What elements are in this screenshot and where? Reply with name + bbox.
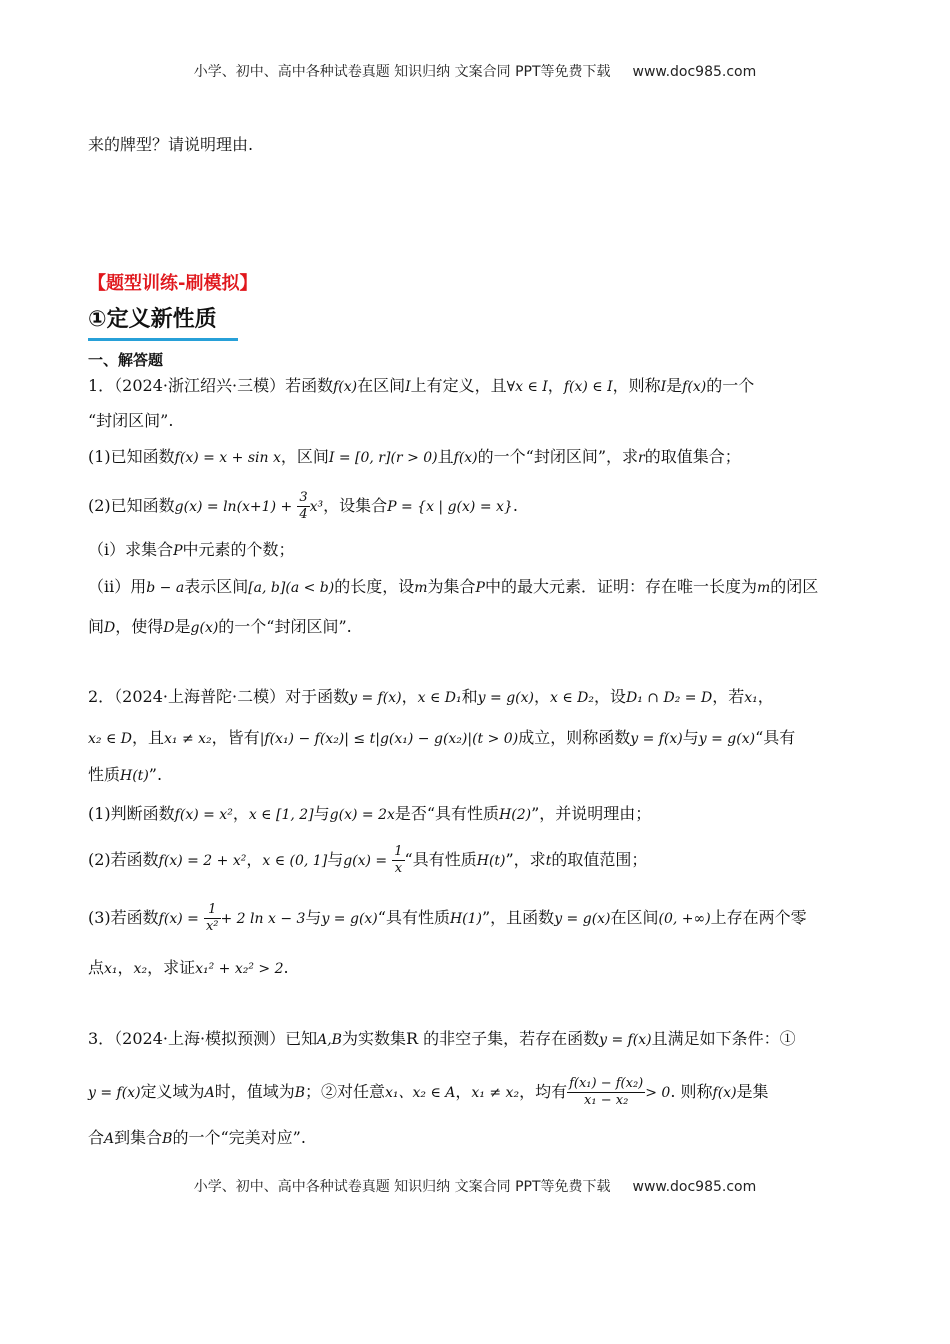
q1-part2: (2)已知函数g(x) = ln(x+1) + $\frac{3}{4}$ x³，设集合P = {x | g(x) = x}. <box>88 490 518 522</box>
q2-line3: 性质H(t)”. <box>88 765 163 784</box>
intro-line: 来的牌型？请说明理由. <box>88 135 254 154</box>
part-title: 一、解答题 <box>88 351 164 369</box>
q1-sub-ii: （ii）用b − a表示区间[a, b](a < b)的长度，设m为集合P中的最大元素．证明：存在唯一长度为m的闭区 <box>88 577 819 596</box>
q3-line3: 合A到集合B的一个“完美对应”. <box>88 1128 306 1147</box>
q1-line2: “封闭区间”. <box>88 411 174 430</box>
footer-text: 小学、初中、高中各种试卷真题 知识归纳 文案合同 PPT等免费下载 <box>193 1179 611 1195</box>
title-underline <box>88 338 238 341</box>
q1-line1: 1．（2024·浙江绍兴·三模）若函数f(x)在区间I上有定义，且∀x ∈ I，f(x) ∈ I，则称I是f(x)的一个 <box>88 376 755 395</box>
topic-title: ①定义新性质 <box>88 307 217 332</box>
q2-part3: (3)若函数f(x) = $\frac{1}{\text{x²}}$ + 2 ln x − 3与y = g(x)“具有性质H(1)”，且函数y = g(x)在区间(0, +∞)上存在两个零 <box>88 902 807 934</box>
q2-part3-cont: 点x₁，x₂，求证x₁² + x₂² > 2. <box>88 958 289 977</box>
fraction-1-x2: $\frac{1}{\text{x²}}$ <box>205 902 219 934</box>
page-footer <box>0 1176 950 1196</box>
q2-line1: 2．（2024·上海普陀·二模）对于函数y = f(x)，x ∈ D₁和y = g(x)，x ∈ D₂，设D₁ ∩ D₂ = D，若x₁， <box>88 687 774 706</box>
q1-part1: (1)已知函数f(x) = x + sin x，区间I = [0, r](r > 0)且f(x)的一个“封闭区间”，求r的取值集合； <box>88 447 741 466</box>
q2-line2: x₂ ∈ D，且x₁ ≠ x₂，皆有|f(x₁) − f(x₂)| ≤ t|g(x₁) − g(x₂)|(t > 0)成立，则称函数y = f(x)与y = g(x)“具有 <box>88 728 796 747</box>
q3-line2: y = f(x)定义域为A时，值域为B；②对任意x₁、x₂ ∈ A，x₁ ≠ x₂，均有 $\frac{\text{f(x₁) − f(x₂)}}{\text{x₁ − x₂}}$ > 0. 则称f(x)是集 <box>88 1076 769 1108</box>
q2-part2: (2)若函数f(x) = 2 + x²，x ∈ (0, 1]与g(x) = $\frac{1}{x}$ “具有性质H(t)”，求t的取值范围； <box>88 844 648 876</box>
q3-line1: 3．（2024·上海·模拟预测）已知A,B为实数集R 的非空子集，若存在函数y = f(x)且满足如下条件：① <box>88 1029 796 1048</box>
fraction-difference-quotient: $\frac{\text{f(x₁) − f(x₂)}}{\text{x₁ − x₂}}$ <box>569 1076 644 1108</box>
section-title: 【题型训练-刷模拟】 <box>88 273 258 294</box>
footer-site-link[interactable]: www.doc985.com <box>632 1179 757 1195</box>
q1-sub-i: （i）求集合P中元素的个数； <box>88 540 295 559</box>
fraction-3-4: $\frac{3}{4}$ <box>299 490 308 522</box>
header-text: 小学、初中、高中各种试卷真题 知识归纳 文案合同 PPT等免费下载 <box>193 64 611 80</box>
q1-sub-ii-cont: 间D，使得D是g(x)的一个“封闭区间”. <box>88 617 352 636</box>
header-site-link[interactable]: www.doc985.com <box>632 64 757 80</box>
q2-part1: (1)判断函数f(x) = x²，x ∈ [1, 2]与g(x) = 2x是否“具有性质H(2)”，并说明理由； <box>88 804 652 823</box>
page-header <box>0 61 950 81</box>
fraction-1-x: $\frac{1}{x}$ <box>394 844 403 876</box>
